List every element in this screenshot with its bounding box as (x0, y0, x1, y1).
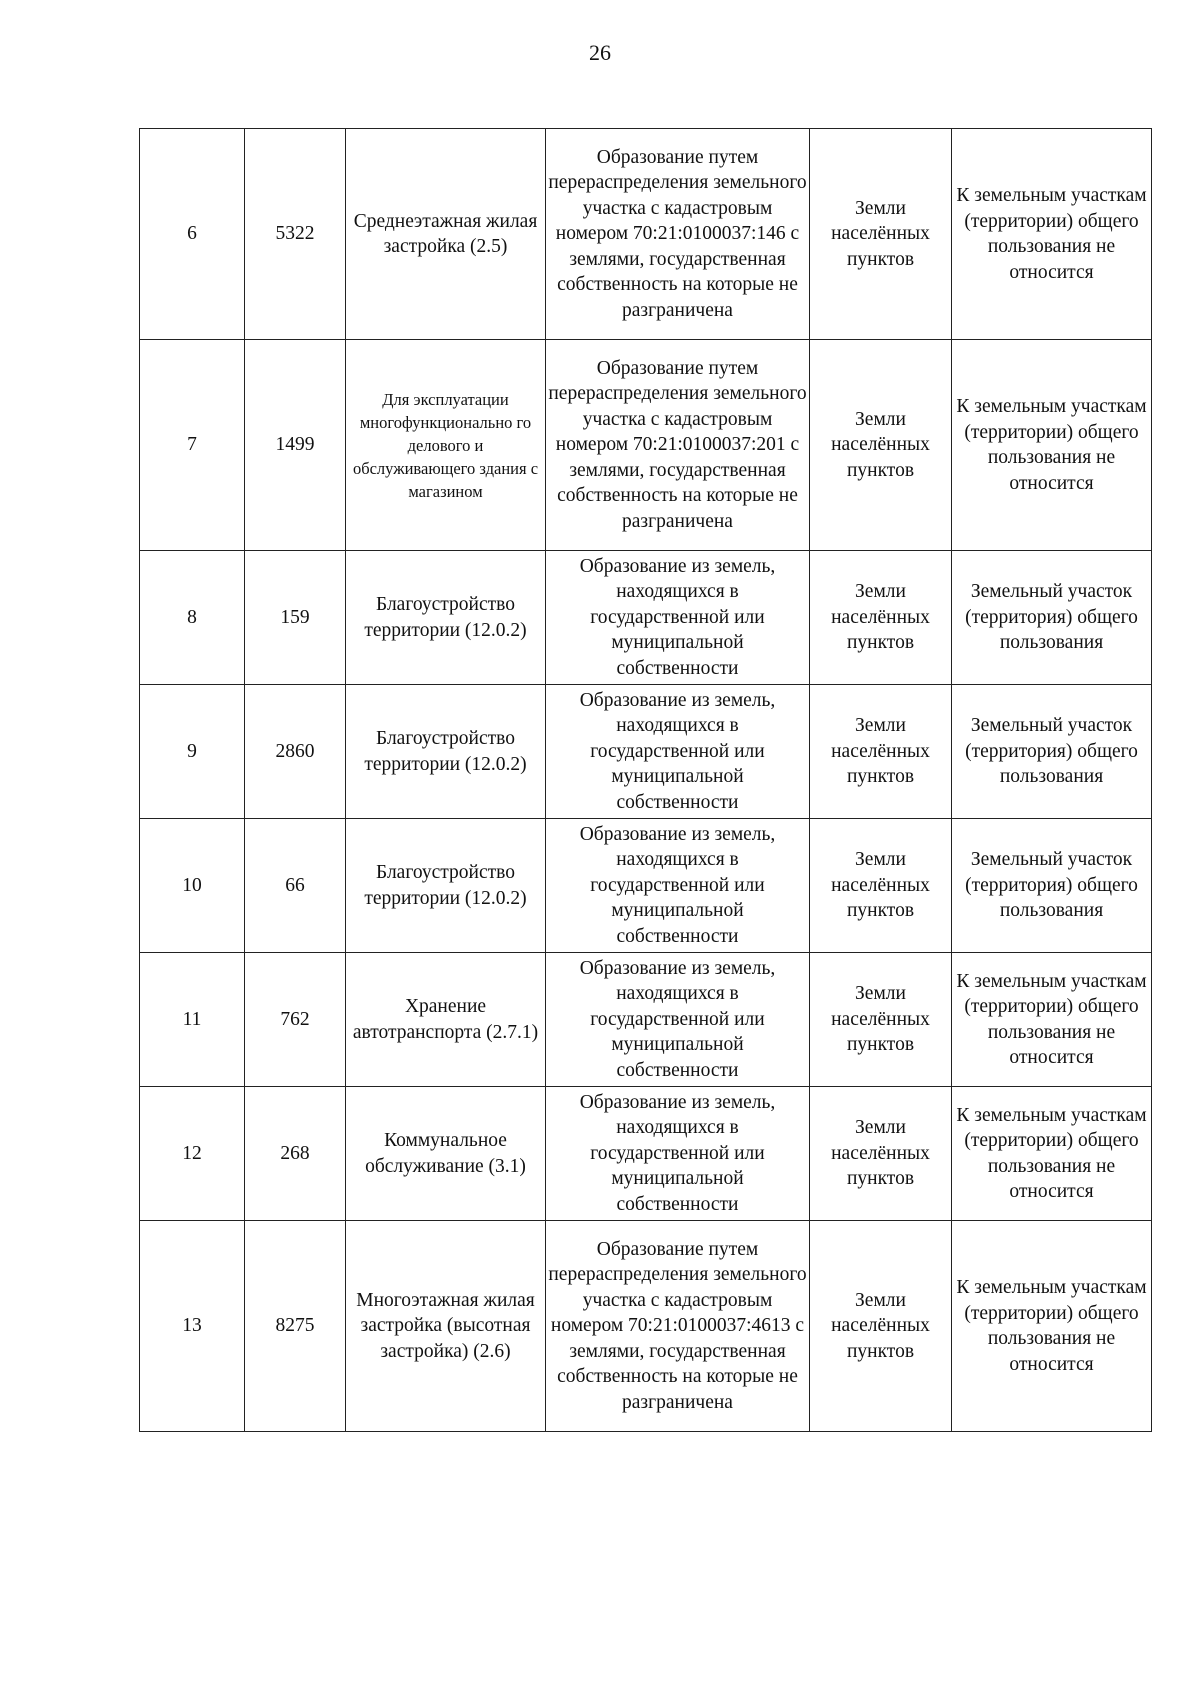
formation-method-cell: Образование из земель, находящихся в государственной или муниципальной собственности (546, 685, 810, 819)
land-category-cell: Земли населённых пунктов (810, 551, 952, 685)
permitted-use-cell: Многоэтажная жилая застройка (высотная застройка) (2.6) (346, 1221, 546, 1432)
formation-method-cell: Образование путем перераспределения земельного участка с кадастровым номером 70:21:0100037:146 с землями, государственная собственность на которые не разграничена (546, 129, 810, 340)
land-category-cell: Земли населённых пунктов (810, 685, 952, 819)
plot-number-cell: 6 (140, 129, 245, 340)
table-row (140, 1087, 1152, 1221)
permitted-use-cell: Благоустройство территории (12.0.2) (346, 685, 546, 819)
formation-method-cell: Образование из земель, находящихся в государственной или муниципальной собственности (546, 551, 810, 685)
plot-number-cell: 8 (140, 551, 245, 685)
public-use-cell: К земельным участкам (территории) общего пользования не относится (952, 129, 1152, 340)
plot-area-cell: 5322 (245, 129, 346, 340)
permitted-use-cell: Для эксплуатации многофункционально го делового и обслуживающего здания с магазином (346, 340, 546, 551)
land-category-cell: Земли населённых пунктов (810, 1087, 952, 1221)
plot-area-cell: 1499 (245, 340, 346, 551)
public-use-cell: Земельный участок (территория) общего пользования (952, 685, 1152, 819)
formation-method-cell: Образование путем перераспределения земельного участка с кадастровым номером 70:21:0100037:4613 с землями, государственная собственность на которые не разграничена (546, 1221, 810, 1432)
public-use-cell: К земельным участкам (территории) общего пользования не относится (952, 1087, 1152, 1221)
formation-method-cell: Образование из земель, находящихся в государственной или муниципальной собственности (546, 953, 810, 1087)
table-row (140, 340, 1152, 551)
plot-area-cell: 268 (245, 1087, 346, 1221)
plot-number-cell: 11 (140, 953, 245, 1087)
plot-number-cell: 7 (140, 340, 245, 551)
public-use-cell: Земельный участок (территория) общего пользования (952, 551, 1152, 685)
plot-area-cell: 159 (245, 551, 346, 685)
permitted-use-cell: Благоустройство территории (12.0.2) (346, 819, 546, 953)
plot-number-cell: 12 (140, 1087, 245, 1221)
table-row (140, 819, 1152, 953)
land-category-cell: Земли населённых пунктов (810, 340, 952, 551)
public-use-cell: К земельным участкам (территории) общего пользования не относится (952, 1221, 1152, 1432)
plot-area-cell: 8275 (245, 1221, 346, 1432)
table-row (140, 551, 1152, 685)
table-row (140, 953, 1152, 1087)
formation-method-cell: Образование из земель, находящихся в государственной или муниципальной собственности (546, 819, 810, 953)
plot-number-cell: 9 (140, 685, 245, 819)
plot-area-cell: 2860 (245, 685, 346, 819)
formation-method-cell: Образование из земель, находящихся в государственной или муниципальной собственности (546, 1087, 810, 1221)
table-row (140, 1221, 1152, 1432)
permitted-use-cell: Среднеэтажная жилая застройка (2.5) (346, 129, 546, 340)
permitted-use-cell: Хранение автотранспорта (2.7.1) (346, 953, 546, 1087)
page-number: 26 (589, 40, 611, 65)
land-category-cell: Земли населённых пунктов (810, 953, 952, 1087)
public-use-cell: К земельным участкам (территории) общего пользования не относится (952, 953, 1152, 1087)
land-category-cell: Земли населённых пунктов (810, 1221, 952, 1432)
permitted-use-cell: Благоустройство территории (12.0.2) (346, 551, 546, 685)
plot-area-cell: 66 (245, 819, 346, 953)
land-plots-table (139, 128, 1152, 1432)
plot-area-cell: 762 (245, 953, 346, 1087)
plot-number-cell: 13 (140, 1221, 245, 1432)
table-row (140, 685, 1152, 819)
public-use-cell: Земельный участок (территория) общего пользования (952, 819, 1152, 953)
land-category-cell: Земли населённых пунктов (810, 819, 952, 953)
public-use-cell: К земельным участкам (территории) общего пользования не относится (952, 340, 1152, 551)
table-row (140, 129, 1152, 340)
plot-number-cell: 10 (140, 819, 245, 953)
permitted-use-cell: Коммунальное обслуживание (3.1) (346, 1087, 546, 1221)
land-category-cell: Земли населённых пунктов (810, 129, 952, 340)
formation-method-cell: Образование путем перераспределения земельного участка с кадастровым номером 70:21:0100037:201 с землями, государственная собственность на которые не разграничена (546, 340, 810, 551)
